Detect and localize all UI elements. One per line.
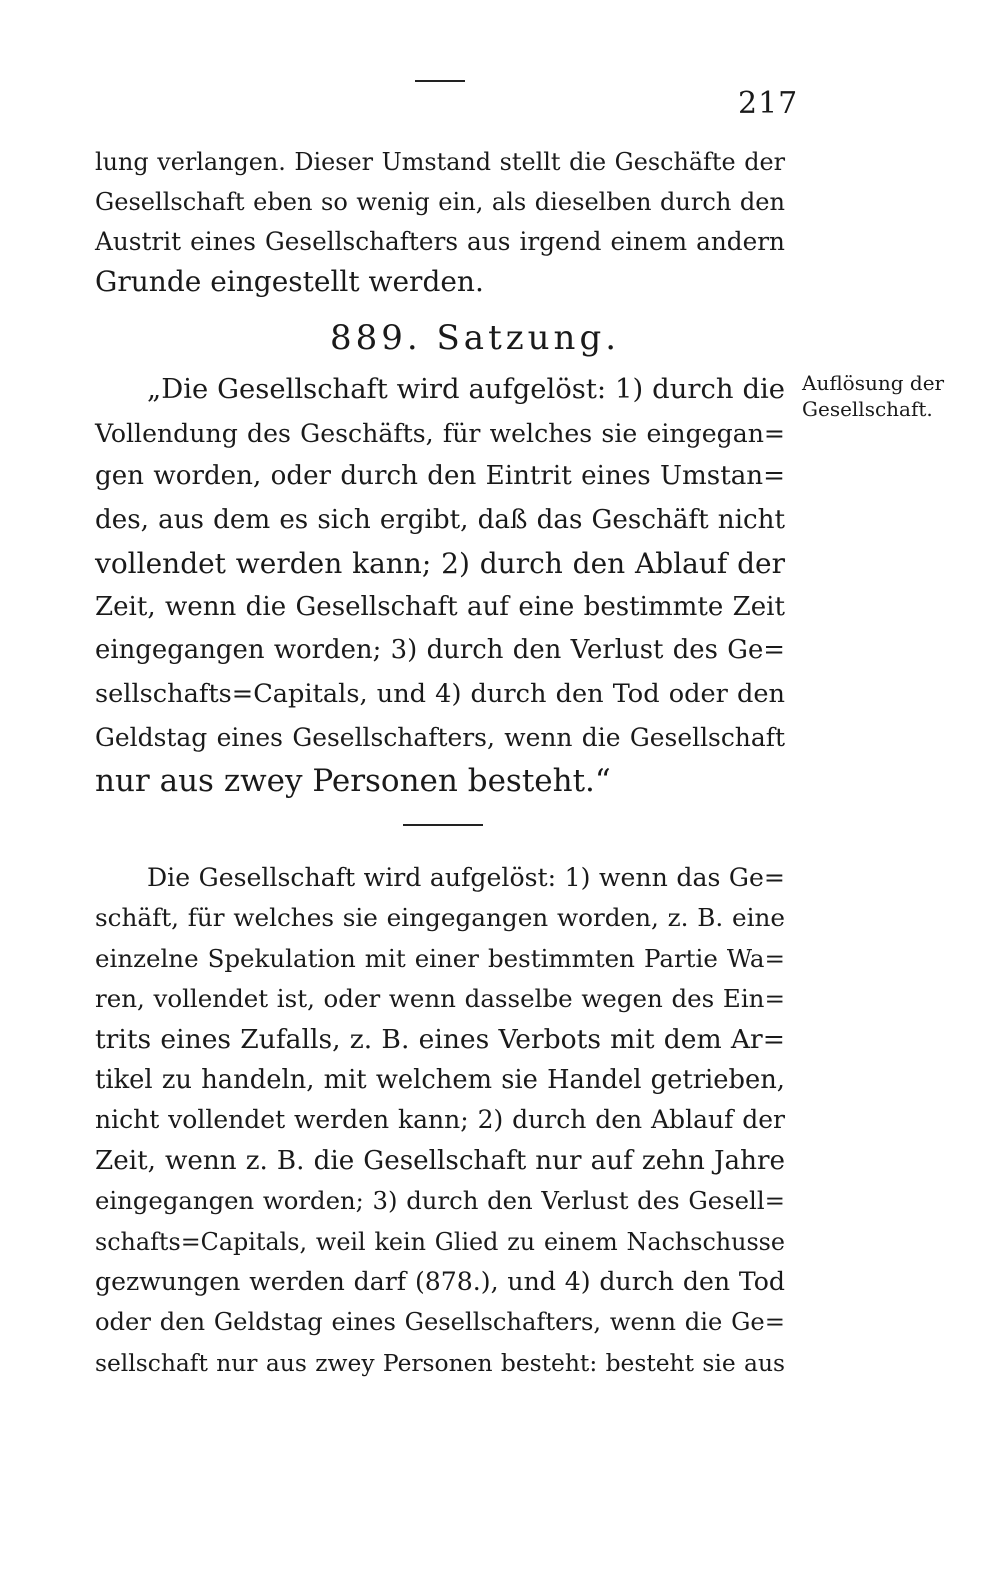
section-heading: 889. Satzung. — [330, 318, 621, 358]
margin-note-line: Auflösung der — [802, 371, 945, 395]
header-dash — [415, 80, 465, 82]
statute-line: vollendet werden kann; 2) durch den Ablauf der — [95, 547, 785, 580]
statute-line: eingegangen worden; 3) durch den Verlust des Ge= — [95, 635, 785, 665]
commentary-line: ren, vollendet ist, oder wenn dasselbe wegen des Ein= — [95, 984, 785, 1014]
statute-line: Geldstag eines Gesellschafters, wenn die Gesellschaft — [95, 723, 785, 752]
intro-line: Grunde eingestellt werden. — [95, 265, 484, 298]
statute-line: Vollendung des Geschäfts, für welches sie eingegan= — [95, 418, 785, 448]
statute-line: „Die Gesellschaft wird aufgelöst: 1) durch die — [147, 374, 785, 405]
page-number: 217 — [738, 86, 799, 121]
statute-paragraph — [95, 368, 785, 803]
statute-line: Zeit, wenn die Gesellschaft auf eine bestimmte Zeit — [95, 591, 785, 622]
commentary-line: Zeit, wenn z. B. die Gesellschaft nur auf zehn Jahre — [95, 1145, 785, 1176]
commentary-line: schäft, für welches sie eingegangen worden, z. B. eine — [95, 903, 785, 933]
commentary-paragraph — [95, 858, 785, 1383]
commentary-line: sellschaft nur aus zwey Personen besteht: besteht sie aus — [95, 1348, 785, 1377]
commentary-line: gezwungen werden darf (878.), und 4) durch den Tod — [95, 1267, 785, 1297]
commentary-line: oder den Geldstag eines Gesellschafters, wenn die Ge= — [95, 1308, 785, 1337]
statute-line: sellschafts=Capitals, und 4) durch den Tod oder den — [95, 678, 785, 709]
statute-line: gen worden, oder durch den Eintrit eines Umstan= — [95, 461, 785, 491]
commentary-line: trits eines Zufalls, z. B. eines Verbots mit dem Ar= — [95, 1023, 785, 1055]
intro-line: Gesellschaft eben so wenig ein, als dieselben durch den — [95, 188, 785, 216]
intro-paragraph — [95, 142, 785, 302]
statute-line: nur aus zwey Personen besteht.“ — [95, 762, 611, 799]
commentary-line: eingegangen worden; 3) durch den Verlust des Gesell= — [95, 1186, 785, 1216]
margin-note — [802, 370, 972, 422]
intro-line: lung verlangen. Dieser Umstand stellt die Geschäfte der — [95, 148, 785, 176]
intro-line: Austrit eines Gesellschafters aus irgend einem andern — [95, 227, 785, 256]
section-divider — [403, 824, 483, 826]
margin-note-line: Gesellschaft. — [802, 397, 933, 421]
commentary-line: Die Gesellschaft wird aufgelöst: 1) wenn das Ge= — [147, 863, 785, 892]
commentary-line: nicht vollendet werden kann; 2) durch den Ablauf der — [95, 1105, 785, 1135]
commentary-line: schafts=Capitals, weil kein Glied zu einem Nachschusse — [95, 1227, 785, 1256]
statute-line: des, aus dem es sich ergibt, daß das Geschäft nicht — [95, 504, 785, 535]
commentary-line: tikel zu handeln, mit welchem sie Handel getrieben, — [95, 1065, 785, 1096]
commentary-line: einzelne Spekulation mit einer bestimmten Partie Wa= — [95, 943, 785, 973]
